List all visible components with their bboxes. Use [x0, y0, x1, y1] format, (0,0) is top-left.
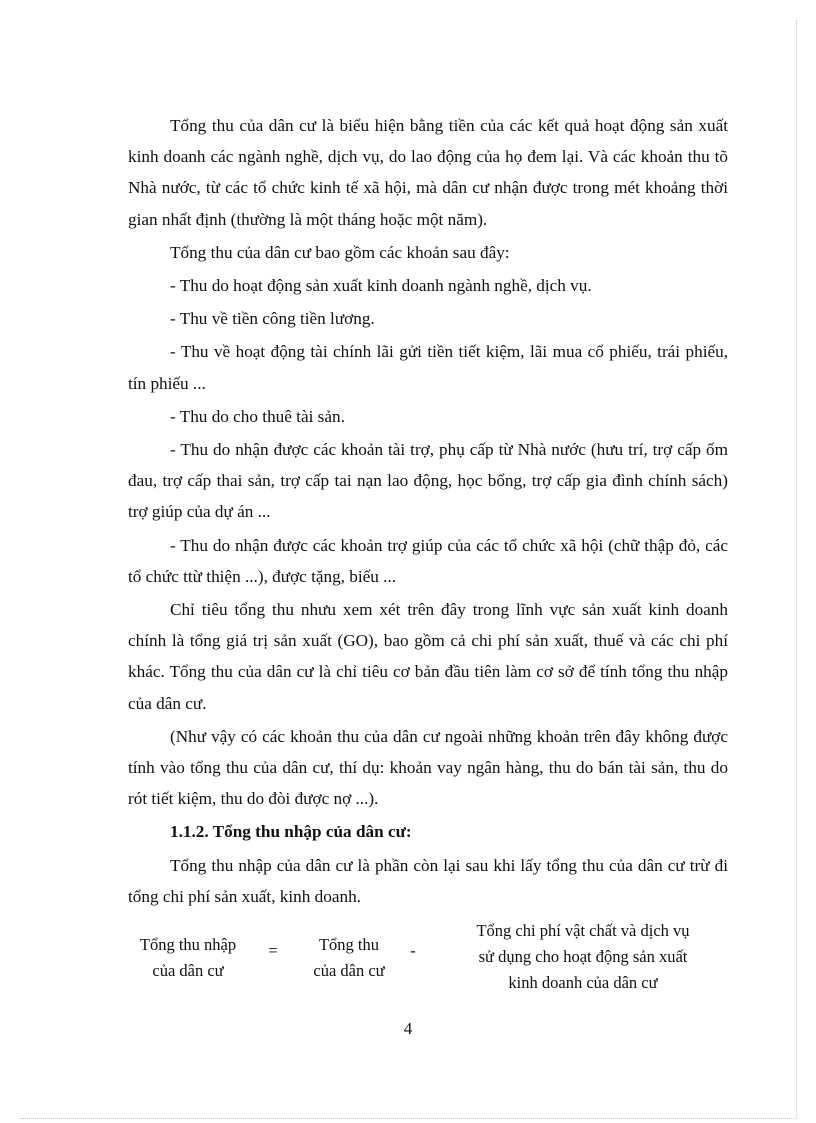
page-right-border — [796, 20, 797, 1118]
list-item-state-subsidies: - Thu do nhận được các khoản tài trợ, phụ cấp từ Nhà nước (hưu trí, trợ cấp ốm đau, trợ cấp thai sản, trợ cấp tai nạn lao động, học bổng, trợ cấp gia đình chính sách) trợ giúp của dự án ... — [128, 440, 728, 522]
paragraph-exclusions: (Như vậy có các khoản thu của dân cư ngoài những khoản trên đây không được tính vào tổng thu của dân cư, thí dụ: khoản vay ngân hàng, thu do bán tài sản, thu do rót tiết kiệm, thu do đòi được nợ ...). — [128, 726, 728, 809]
body-text — [128, 110, 728, 914]
section-heading: 1.1.2. Tổng thu nhập của dân cư: — [170, 822, 412, 842]
list-item-rental-income: - Thu do cho thuê tài sản. — [170, 406, 345, 426]
formula-minus-sign: - — [410, 941, 416, 960]
list-item-business-income: - Thu do hoạt động sản xuất kinh doanh ngành nghề, dịch vụ. — [170, 276, 592, 296]
formula-total-line1: Tổng thu — [318, 935, 380, 954]
page-bottom-border — [20, 1118, 796, 1119]
formula-cost-line2: sử dụng cho hoạt động sản xuất — [478, 947, 688, 966]
formula-lhs-line1: Tổng thu nhập — [139, 935, 237, 954]
paragraph-total-income-definition: Tổng thu nhập của dân cư là phần còn lại sau khi lấy tổng thu của dân cư trừ đi tổng chi phí sản xuất, kinh doanh. — [128, 855, 728, 906]
income-formula — [128, 916, 728, 996]
formula-lhs-line2: của dân cư — [152, 961, 224, 980]
formula-total-revenue — [294, 932, 404, 984]
formula-equals-sign: = — [268, 941, 278, 960]
paragraph-components-intro: Tổng thu của dân cư bao gồm các khoản sau đây: — [170, 242, 510, 262]
paragraph-gross-output: Chỉ tiêu tổng thu nhưu xem xét trên đây trong lĩnh vực sản xuất kinh doanh chính là tổng giá trị sản xuất (GO), bao gồm cả chi phí sản xuất, thuế và các chi phí khác. Tổng thu của dân cư là chỉ tiêu cơ bản đầu tiên làm cơ sở để tính tổng thu nhập của dân cư. — [128, 600, 728, 713]
formula-cost-line3: kinh doanh của dân cư — [508, 973, 658, 992]
formula-total-income — [128, 932, 248, 984]
list-item-social-aid: - Thu do nhận được các khoản trợ giúp của các tổ chức xã hội (chữ thập đỏ, các tổ chức ttừ thiện ...), được tặng, biếu ... — [128, 535, 728, 586]
formula-total-cost — [438, 918, 728, 996]
paragraph-definition: Tổng thu của dân cư là biểu hiện bằng tiền của các kết quả hoạt động sản xuất kinh doanh các ngành nghề, dịch vụ, do lao động của họ đem lại. Và các khoản thu tõ Nhà nước, từ các tổ chức kinh tế xã hội, mà dân cư nhận được trong mét khoảng thời gian nhất định (thường là một tháng hoặc một năm). — [128, 116, 728, 229]
formula-total-line2: của dân cư — [313, 961, 385, 980]
formula-cost-line1: Tổng chi phí vật chất và dịch vụ — [476, 921, 690, 940]
list-item-financial-income: - Thu về hoạt động tài chính lãi gửi tiền tiết kiệm, lãi mua cổ phiếu, trái phiếu, tín phiếu ... — [128, 342, 728, 393]
page-number: 4 — [403, 1019, 413, 1038]
list-item-wages: - Thu về tiền công tiền lương. — [170, 309, 375, 329]
